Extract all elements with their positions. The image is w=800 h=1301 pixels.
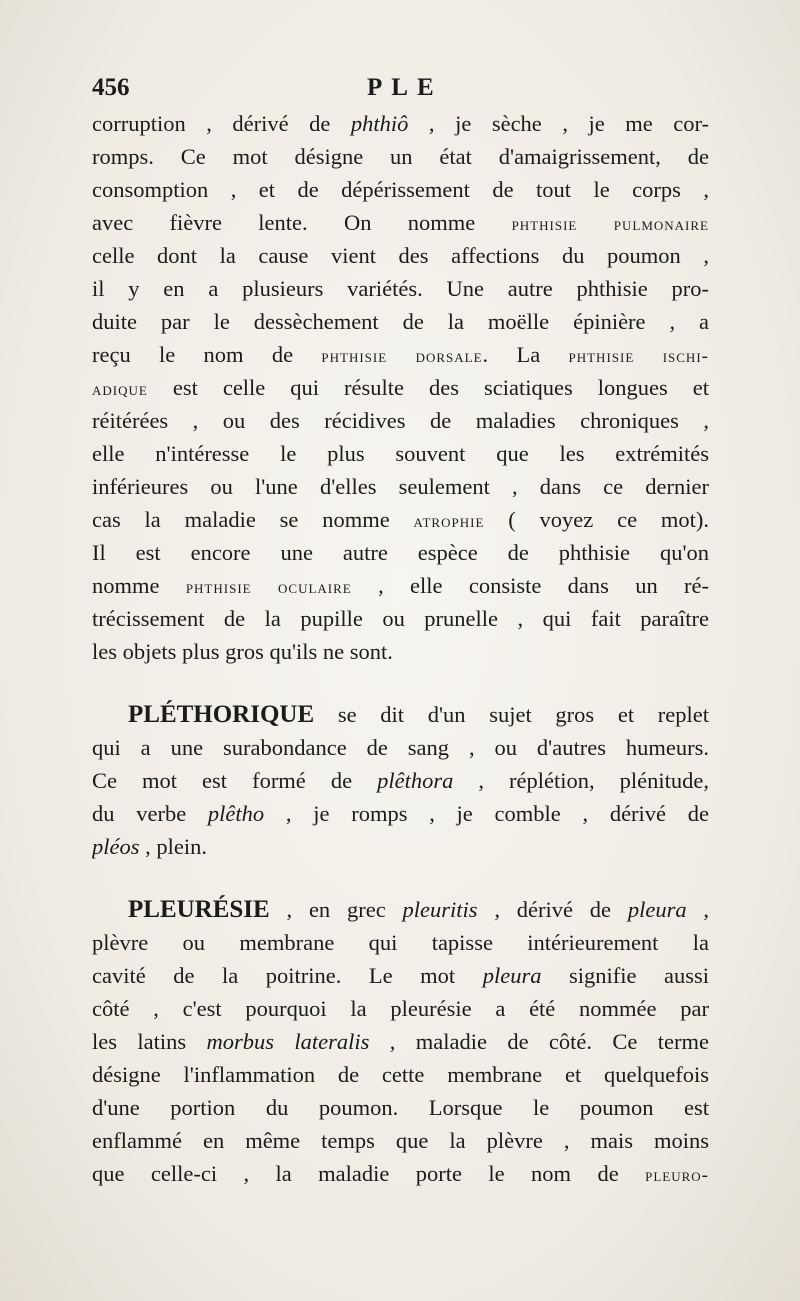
text-run: trécissement de la pupille ou prunelle , qui fait paraître — [92, 606, 709, 631]
text-run: , maladie de côté. Ce terme — [369, 1029, 709, 1054]
text-line — [92, 470, 709, 503]
text-run: , en grec — [269, 897, 403, 922]
text-run: corruption , dérivé de — [92, 111, 351, 136]
paragraph-gap — [92, 863, 709, 893]
text-line — [92, 1157, 709, 1190]
text-run: est celle qui résulte des sciatiques longues et — [147, 375, 709, 400]
text-line — [92, 272, 709, 305]
text-line — [92, 764, 709, 797]
text-run: , je romps , je comble , dérivé de — [264, 801, 709, 826]
text-line — [92, 797, 709, 830]
text-line — [92, 602, 709, 635]
text-line — [92, 107, 709, 140]
text-line — [92, 437, 709, 470]
small-caps-term: phthisie ischi- — [568, 346, 709, 367]
text-run: se dit d'un sujet gros et replet — [314, 702, 709, 727]
text-line — [92, 926, 709, 959]
text-line — [92, 206, 709, 239]
text-run: d'une portion du poumon. Lorsque le poumon est — [92, 1095, 709, 1120]
text-run: que celle-ci , la maladie porte le nom de — [92, 1161, 646, 1186]
text-line — [92, 830, 709, 863]
text-line — [92, 1058, 709, 1091]
text-run: reçu le nom de — [92, 342, 322, 367]
text-line — [92, 731, 709, 764]
text-run: qui a une surabondance de sang , ou d'autres humeurs. — [92, 735, 709, 760]
text-line — [92, 305, 709, 338]
text-line — [92, 503, 709, 536]
text-run: consomption , et de dépérissement de tout le corps , — [92, 177, 709, 202]
text-line — [92, 569, 709, 602]
italic-term: pleura — [482, 963, 542, 988]
entry-headword: PLEURÉSIE — [128, 896, 270, 923]
text-run: celle dont la cause vient des affections du poumon , — [92, 243, 709, 268]
text-line — [92, 1025, 709, 1058]
text-line — [92, 698, 709, 731]
small-caps-term: phthisie pulmonaire — [511, 214, 709, 235]
text-run: , je sèche , je me cor- — [408, 111, 709, 136]
text-line — [92, 371, 709, 404]
text-line — [92, 404, 709, 437]
paragraph-gap — [92, 668, 709, 698]
text-line — [92, 635, 709, 668]
text-run: réitérées , ou des récidives de maladies chroniques , — [92, 408, 709, 433]
text-run: . La — [482, 342, 569, 367]
text-run: côté , c'est pourquoi la pleurésie a été nommée par — [92, 996, 709, 1021]
text-run: désigne l'inflammation de cette membrane et quelquefois — [92, 1062, 709, 1087]
text-run: inférieures ou l'une d'elles seulement , dans ce dernier — [92, 474, 709, 499]
text-run: ( voyez ce mot). — [484, 507, 709, 532]
text-run: elle n'intéresse le plus souvent que les extrémités — [92, 441, 709, 466]
text-run: duite par le dessèchement de la moëlle épinière , a — [92, 309, 709, 334]
italic-term: pléos — [92, 834, 140, 859]
italic-term: plêthora — [377, 768, 454, 793]
italic-term: pleura — [627, 897, 687, 922]
text-line — [92, 536, 709, 569]
italic-term: phthiô — [350, 111, 409, 136]
text-line — [92, 239, 709, 272]
small-caps-term: phthisie dorsale — [321, 346, 483, 367]
text-line — [92, 992, 709, 1025]
text-line — [92, 1091, 709, 1124]
text-line — [92, 893, 709, 926]
page-header — [92, 74, 712, 108]
text-line — [92, 338, 709, 371]
text-line — [92, 140, 709, 173]
running-head: PLE — [367, 74, 443, 101]
small-caps-term: adique — [92, 379, 148, 400]
text-run: , — [686, 897, 709, 922]
text-line — [92, 1124, 709, 1157]
text-run: les objets plus gros qu'ils ne sont. — [92, 639, 393, 664]
text-run: plèvre ou membrane qui tapisse intérieurement la — [92, 930, 709, 955]
text-run: enflammé en même temps que la plèvre , mais moins — [92, 1128, 709, 1153]
text-run: il y en a plusieurs variétés. Une autre phthisie pro- — [92, 276, 709, 301]
text-line — [92, 959, 709, 992]
page-number: 456 — [92, 74, 130, 101]
text-run: Il est encore une autre espèce de phthisie qu'on — [92, 540, 709, 565]
text-run: Ce mot est formé de — [92, 768, 378, 793]
text-run: , elle consiste dans un ré- — [351, 573, 709, 598]
small-caps-term: phthisie oculaire — [185, 577, 352, 598]
text-line — [92, 173, 709, 206]
italic-term: pleuritis — [402, 897, 478, 922]
text-run: cavité de la poitrine. Le mot — [92, 963, 483, 988]
text-run: avec fièvre lente. On nomme — [92, 210, 512, 235]
italic-term: morbus lateralis — [206, 1029, 370, 1054]
text-run: du verbe — [92, 801, 208, 826]
text-run: , dérivé de — [477, 897, 628, 922]
text-run: romps. Ce mot désigne un état d'amaigrissement, de — [92, 144, 709, 169]
italic-term: plêtho — [207, 801, 265, 826]
text-run: cas la maladie se nomme — [92, 507, 414, 532]
small-caps-term: atrophie — [413, 511, 485, 532]
entry-headword: PLÉTHORIQUE — [128, 701, 315, 728]
small-caps-term: pleuro- — [645, 1165, 709, 1186]
text-run: les latins — [92, 1029, 207, 1054]
text-run: nomme — [92, 573, 186, 598]
text-run: , plein. — [139, 834, 207, 859]
text-run: , réplétion, plénitude, — [453, 768, 709, 793]
body-text — [92, 107, 709, 1190]
text-run: signifie aussi — [541, 963, 709, 988]
